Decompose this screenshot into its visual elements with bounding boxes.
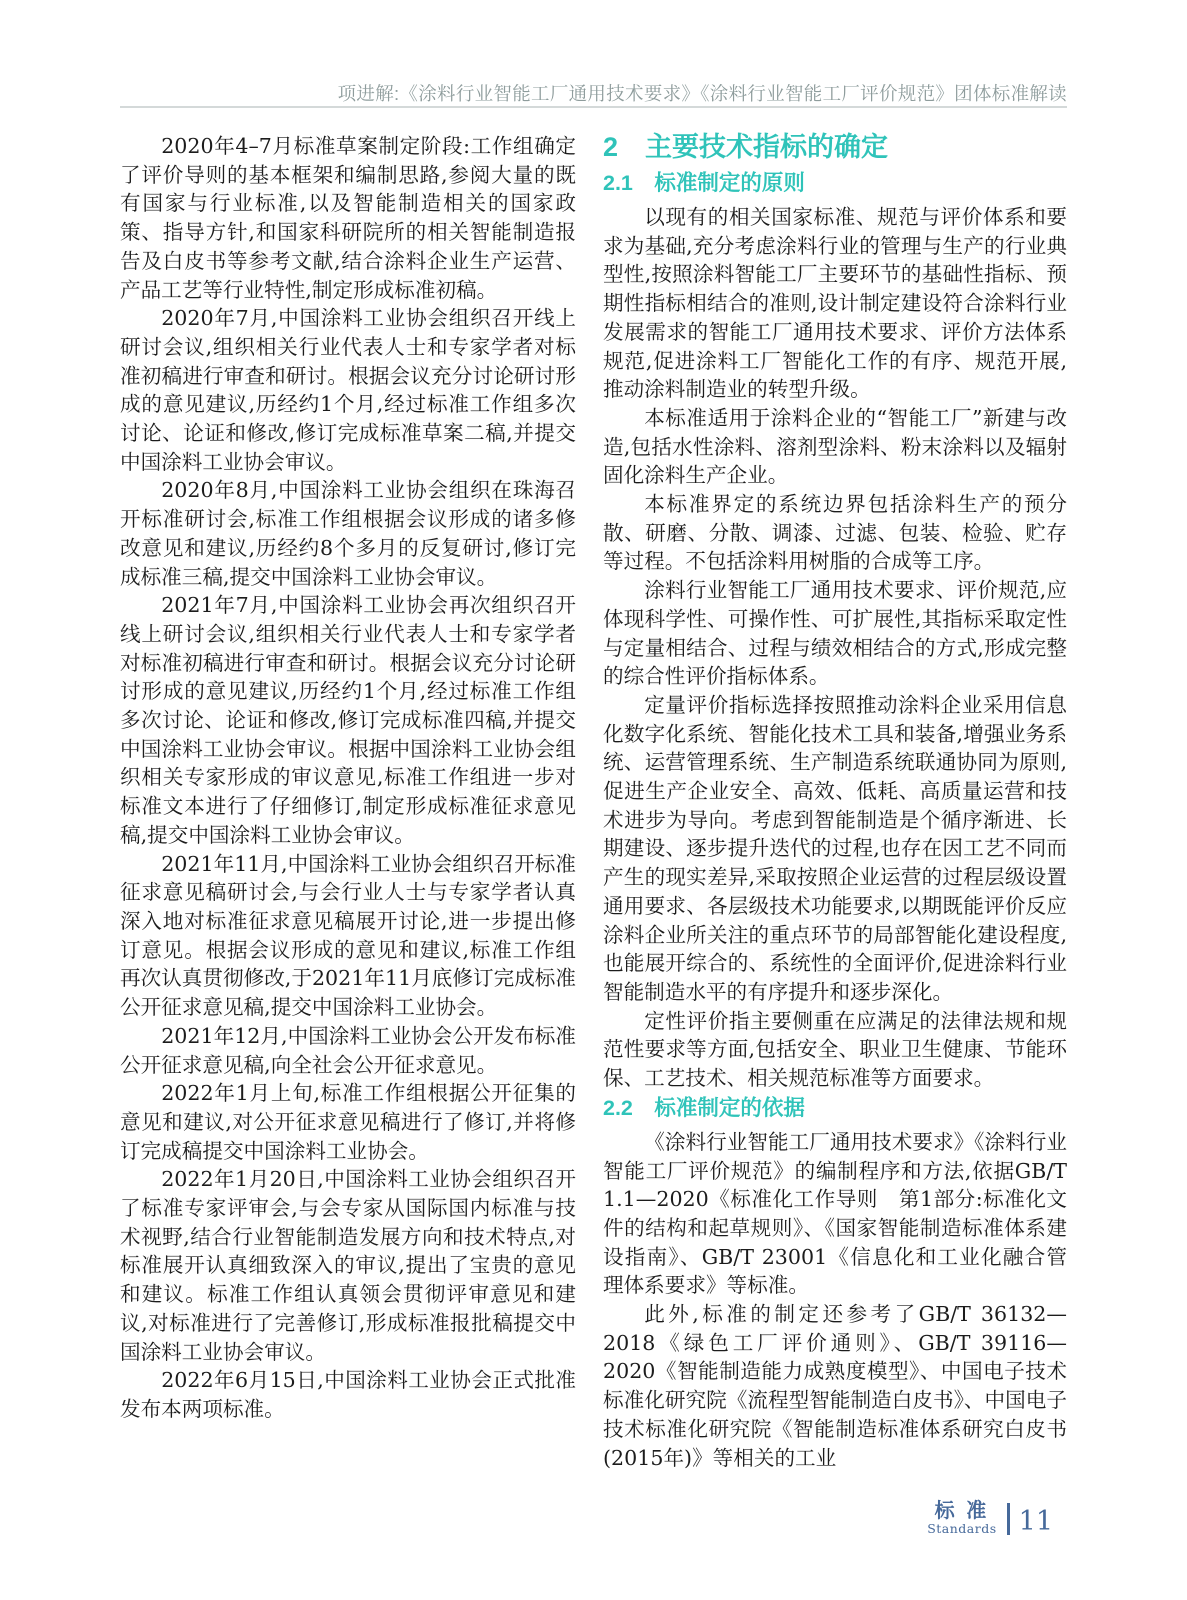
running-header: 项进解:《涂料行业智能工厂通用技术要求》《涂料行业智能工厂评价规范》团体标准解读 (337, 83, 1067, 104)
section-heading-2: 2 主要技术指标的确定 (603, 132, 889, 162)
body-paragraph: 《涂料行业智能工厂通用技术要求》《涂料行业智能工厂评价规范》的编制程序和方法,依据GB/T 1.1—2020《标准化工作导则 第1部分:标准化文件的结构和起草规则》、《国家智能制造标准体系建设指南》、GB/T 23001《信息化和工业化融合管理体系要求》等标准。 (603, 1129, 1067, 1298)
body-paragraph: 2021年11月,中国涂料工业协会组织召开标准征求意见稿研讨会,与会行业人士与专家学者认真深入地对标准征求意见稿展开讨论,进一步提出修订意见。根据会议形成的意见和建议,标准工作组再次认真贯彻修改,于2021年11月底修订完成标准公开征求意见稿,提交中国涂料工业协会。 (120, 851, 576, 1020)
subsection-heading-2-2: 2.2 标准制定的依据 (603, 1095, 805, 1120)
body-paragraph: 2020年4–7月标准草案制定阶段:工作组确定了评价导则的基本框架和编制思路,参阅大量的既有国家与行业标准,以及智能制造相关的国家政策、指导方针,和国家科研院所的相关智能制造报告及白皮书等参考文献,结合涂料企业生产运营、产品工艺等行业特性,制定形成标准初稿。 (120, 134, 576, 302)
body-paragraph: 2022年1月上旬,标准工作组根据公开征集的意见和建议,对公开征求意见稿进行了修订,并将修订完成稿提交中国涂料工业协会。 (120, 1081, 576, 1163)
body-paragraph: 2022年6月15日,中国涂料工业协会正式批准发布本两项标准。 (120, 1368, 576, 1421)
page-number: 11 (1018, 1506, 1053, 1537)
page-footer (927, 1501, 1053, 1536)
right-column (603, 132, 1067, 1472)
footer-divider (1007, 1503, 1010, 1535)
body-paragraph: 此外,标准的制定还参考了GB/T 36132—2018《绿色工厂评价通则》、GB/T 39116—2020《智能制造能力成熟度模型》、中国电子技术标准化研究院《流程型智能制造白皮书》、中国电子技术标准化研究院《智能制造标准体系研究白皮书(2015年)》等相关的工业 (603, 1302, 1067, 1470)
header-rule (120, 106, 1067, 108)
body-paragraph: 涂料行业智能工厂通用技术要求、评价规范,应体现科学性、可操作性、可扩展性,其指标采取定性与定量相结合、过程与绩效相结合的方式,形成完整的综合性评价指标体系。 (603, 578, 1067, 689)
subsection-heading-2-1: 2.1 标准制定的原则 (603, 171, 805, 195)
body-paragraph: 2020年7月,中国涂料工业协会组织召开线上研讨会议,组织相关行业代表人士和专家学者对标准初稿进行审查和研讨。根据会议充分讨论研讨形成的意见建议,历经约1个月,经过标准工作组多次讨论、论证和修改,修订完成标准草案二稿,并提交中国涂料工业协会审议。 (120, 306, 576, 474)
journal-name-en: Standards (927, 1521, 997, 1536)
body-paragraph: 本标准界定的系统边界包括涂料生产的预分散、研磨、分散、调漆、过滤、包装、检验、贮存等过程。不包括涂料用树脂的合成等工序。 (603, 492, 1067, 574)
body-paragraph: 定量评价指标选择按照推动涂料企业采用信息化数字化系统、智能化技术工具和装备,增强业务系统、运营管理系统、生产制造系统联通协同为原则,促进生产企业安全、高效、低耗、高质量运营和技术进步为导向。考虑到智能制造是个循序渐进、长期建设、逐步提升迭代的过程,也存在因工艺不同而产生的现实差异,采取按照企业运营的过程层级设置通用要求、各层级技术功能要求,以期既能评价反应涂料企业所关注的重点环节的局部智能化建设程度,也能展开综合的、系统性的全面评价,促进涂料行业智能制造水平的有序提升和逐步深化。 (603, 692, 1067, 1004)
body-paragraph: 2021年7月,中国涂料工业协会再次组织召开线上研讨会议,组织相关行业代表人士和专家学者对标准初稿进行审查和研讨。根据会议充分讨论研讨形成的意见建议,历经约1个月,经过标准工作组多次讨论、论证和修改,修订完成标准四稿,并提交中国涂料工业协会审议。根据中国涂料工业协会组织相关专家形成的审议意见,标准工作组进一步对标准文本进行了仔细修订,制定形成标准征求意见稿,提交中国涂料工业协会审议。 (120, 593, 576, 847)
body-paragraph: 2020年8月,中国涂料工业协会组织在珠海召开标准研讨会,标准工作组根据会议形成的诸多修改意见和建议,历经约8个多月的反复研讨,修订完成标准三稿,提交中国涂料工业协会审议。 (120, 478, 576, 589)
body-paragraph: 定性评价指主要侧重在应满足的法律法规和规范性要求等方面,包括安全、职业卫生健康、节能环保、工艺技术、相关规范标准等方面要求。 (603, 1008, 1067, 1091)
body-paragraph: 以现有的相关国家标准、规范与评价体系和要求为基础,充分考虑涂料行业的管理与生产的行业典型性,按照涂料智能工厂主要环节的基础性指标、预期性指标相结合的准则,设计制定建设符合涂料行业发展需求的智能工厂通用技术要求、评价方法体系规范,促进涂料工厂智能化工作的有序、规范开展,推动涂料制造业的转型升级。 (603, 205, 1067, 402)
body-paragraph: 2022年1月20日,中国涂料工业协会组织召开了标准专家评审会,与会专家从国际国内标准与技术视野,结合行业智能制造发展方向和技术特点,对标准展开认真细致深入的审议,提出了宝贵的意见和建议。标准工作组认真领会贯彻评审意见和建议,对标准进行了完善修订,形成标准报批稿提交中国涂料工业协会审议。 (120, 1167, 576, 1364)
body-paragraph: 2021年12月,中国涂料工业协会公开发布标准公开征求意见稿,向全社会公开征求意见。 (120, 1023, 576, 1077)
article-body (120, 132, 1067, 1472)
journal-name (927, 1501, 996, 1536)
body-paragraph: 本标准适用于涂料企业的“智能工厂”新建与改造,包括水性涂料、溶剂型涂料、粉末涂料以及辐射固化涂料生产企业。 (603, 405, 1067, 488)
journal-name-zh: 标 准 (934, 1500, 990, 1522)
left-column (120, 132, 576, 1472)
